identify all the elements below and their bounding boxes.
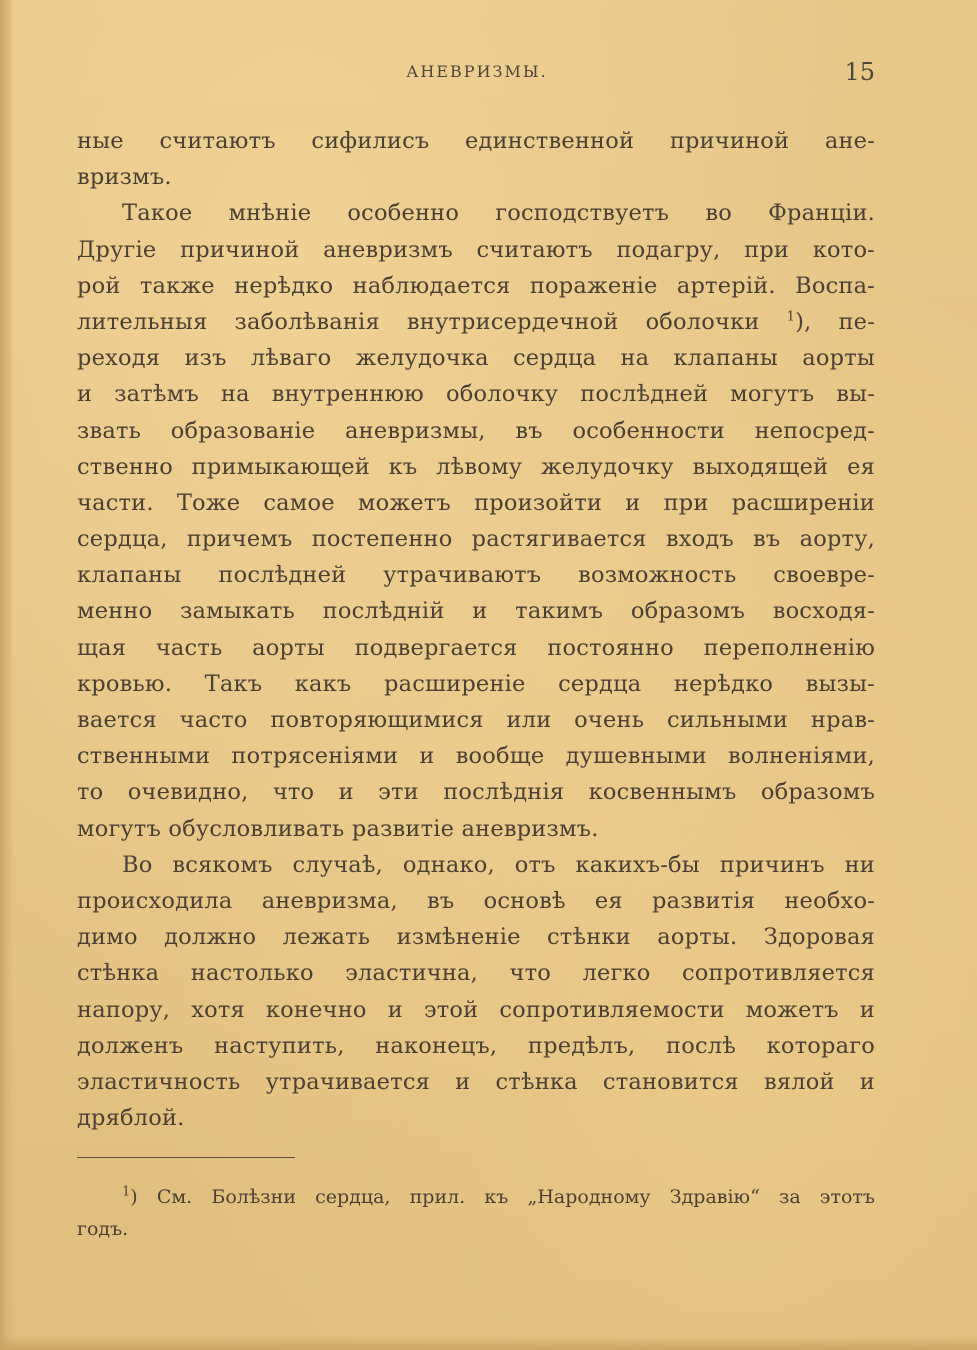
text-line: ственными потрясеніями и вообще душевными волненіями,: [77, 743, 875, 770]
text-line: и затѣмъ на внутреннюю оболочку послѣдней могутъ вы-: [77, 381, 875, 408]
footnote-line: годъ.: [77, 1218, 129, 1240]
footnote-marker: 1: [122, 1184, 131, 1200]
text-line: менно замыкать послѣдній и такимъ образомъ восходя-: [77, 598, 875, 625]
page-bottom-edge: [0, 1336, 977, 1350]
line-text: лительныя заболѣванія внутрисердечной оболочки: [77, 308, 760, 335]
footnote-separator: [77, 1157, 295, 1158]
footnote: [77, 1181, 875, 1245]
line-text-tail: ), пе-: [795, 308, 875, 335]
text-line: сердца, причемъ постепенно растягивается входъ въ аорту,: [77, 526, 875, 553]
text-line: Такое мнѣніе особенно господствуетъ во Франціи.: [122, 200, 875, 227]
page-number: 15: [844, 58, 875, 86]
text-line: вризмъ.: [77, 164, 172, 191]
text-line: стѣнка настолько эластична, что легко сопротивляется: [77, 960, 875, 987]
text-line: кровью. Такъ какъ расширеніе сердца нерѣдко вызы-: [77, 670, 875, 697]
text-line: дряблой.: [77, 1105, 185, 1132]
text-line: щая часть аорты подвергается постоянно переполненію: [77, 634, 875, 661]
text-line: вается часто повторяющимися или очень сильными нрав-: [77, 707, 875, 733]
footnote-line: [77, 1181, 875, 1213]
text-line: звать образованіе аневризмы, въ особенности непосред-: [77, 417, 875, 444]
text-line-with-footnote-ref: [77, 304, 875, 340]
page-left-edge: [0, 0, 14, 1350]
text-line: ственно примыкающей къ лѣвому желудочку выходящей ея: [77, 453, 875, 480]
text-line: эластичность утрачивается и стѣнка становится вялой и: [77, 1068, 875, 1095]
text-line: рой также нерѣдко наблюдается пораженіе артерій. Воспа-: [77, 272, 875, 299]
text-line: то очевидно, что и эти послѣднія косвеннымъ образомъ: [77, 779, 875, 806]
text-line: реходя изъ лѣваго желудочка сердца на клапаны аорты: [77, 345, 875, 372]
main-text: [77, 123, 875, 1136]
text-line: димо должно лежать измѣненіе стѣнки аорты. Здоровая: [77, 924, 875, 951]
text-line: клапаны послѣдней утрачиваютъ возможность своевре-: [77, 562, 875, 589]
page-header: [77, 58, 877, 88]
text-line: напору, хотя конечно и этой сопротивляемости можетъ и: [77, 996, 875, 1023]
text-line: долженъ наступить, наконецъ, предѣлъ, послѣ котораго: [77, 1032, 875, 1059]
text-line: Другіе причиной аневризмъ считаютъ подагру, при кото-: [77, 236, 875, 263]
text-line: происходила аневризма, въ основѣ ея развитія необхо-: [77, 887, 875, 914]
text-line: ные считаютъ сифилисъ единственной причиной ане-: [77, 128, 875, 154]
footnote-reference: 1: [786, 309, 796, 325]
text-line: Во всякомъ случаѣ, однако, отъ какихъ-бы причинъ ни: [122, 851, 875, 878]
footnote-text: ) См. Болѣзни сердца, прил. къ „Народному Здравію“ за этотъ: [130, 1186, 875, 1208]
text-line: могутъ обусловливать развитіе аневризмъ.: [77, 815, 599, 842]
running-title: АНЕВРИЗМЫ.: [406, 62, 548, 81]
text-line: части. Тоже самое можетъ произойти и при расширеніи: [77, 489, 875, 516]
